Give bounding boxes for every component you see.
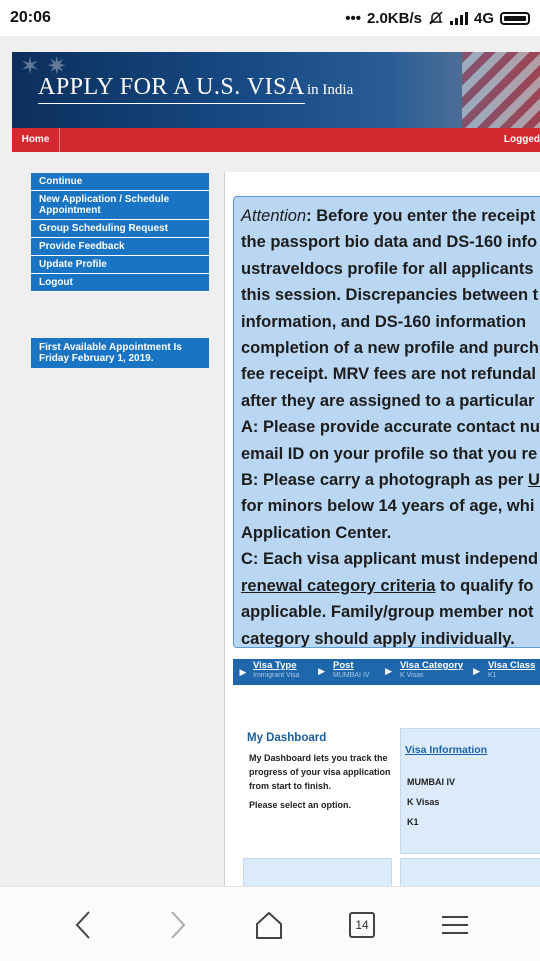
chevron-right-icon: ▶ [473,666,480,676]
chevron-right-icon: ▶ [385,666,392,676]
attention-line: ustraveldocs profile for all applicants [241,259,534,278]
visa-steps-bar [233,659,540,685]
first-appointment-notice: First Available Appointment Is Friday February 1, 2019. [31,338,209,368]
dashboard-description: My Dashboard lets you track the progress of your visa application from start to finish. [249,753,391,791]
tab-count: 14 [349,912,375,938]
renewal-criteria-link[interactable]: renewal category criteria [241,576,436,595]
chevron-right-icon: ▶ [239,667,247,677]
step-visa-category[interactable]: Visa Category K Visas ▶ [400,660,480,679]
flag-graphic [462,52,540,128]
step-visa-class[interactable]: Visa Class K1 [488,660,536,679]
logged-status[interactable]: Logged [503,134,540,145]
home-button[interactable] [251,907,287,943]
home-icon [254,910,284,940]
visa-info-class: K1 [407,817,419,827]
dashboard-title: My Dashboard [247,732,327,744]
menu-icon [442,910,468,940]
site-title[interactable]: APPLY FOR A U.S. VISA [38,74,305,104]
site-banner [12,52,540,128]
sidebar-item-new-application[interactable]: New Application / Schedule Appointment [31,191,209,220]
attention-line: applicable. Family/group member not [241,603,534,622]
site-subtitle: in India [307,82,354,98]
attention-line: email ID on your profile so that you re [241,444,538,463]
attention-line: B: Please carry a photograph as per U [241,471,540,490]
visa-information-panel [400,728,540,854]
back-button[interactable] [66,907,102,943]
status-icons [345,10,530,27]
forward-button[interactable] [159,907,195,943]
tabs-button[interactable] [344,907,380,943]
attention-line: this session. Discrepancies between t [241,286,539,305]
attention-line: Application Center. [241,523,392,542]
attention-line: A: Please provide accurate contact nu [241,418,540,437]
status-dots: ••• [345,9,361,27]
attention-line: C: Each visa applicant must independ [241,550,539,569]
sidebar-item-logout[interactable]: Logout [31,274,209,292]
mute-icon [428,10,444,26]
attention-line: the passport bio data and DS-160 info [241,233,538,252]
step-post[interactable]: Post MUMBAI IV ▶ [333,660,392,679]
battery-icon [500,12,530,25]
attention-line: Attention: Before you enter the receipt [241,207,536,225]
signal-icon [450,11,468,25]
web-page [0,36,540,886]
attention-line: for minors below 14 years of age, whi [241,497,535,516]
status-time: 20:06 [10,9,51,26]
browser-nav-bar [0,886,540,961]
sidebar-item-group-scheduling[interactable]: Group Scheduling Request [31,220,209,238]
network-speed: 2.0KB/s [366,9,422,27]
attention-line: after they are assigned to a particular [241,391,535,410]
chevron-left-icon [74,910,94,940]
attention-line: category should apply individually. [241,629,515,648]
attention-line: completion of a new profile and purch [241,339,539,358]
status-bar [0,0,540,36]
step-visa-type[interactable]: Visa Type Immigrant Visa ▶ [253,660,325,679]
photo-spec-link[interactable]: U [528,471,540,490]
visa-info-post: MUMBAI IV [407,777,455,787]
top-nav-bar [12,128,540,152]
dashboard-select-prompt: Please select an option. [249,800,352,810]
attention-line: renewal category criteria to qualify fo [241,576,534,595]
fireworks-graphic: ✶ ✷ [20,53,67,80]
attention-label: Attention [241,207,307,225]
chevron-right-icon [167,910,187,940]
sidebar-item-update-profile[interactable]: Update Profile [31,256,209,274]
visa-info-category: K Visas [407,797,440,807]
sidebar-item-continue[interactable]: Continue [31,173,209,191]
dashboard-card[interactable] [400,858,540,886]
visa-information-link[interactable]: Visa Information [405,744,488,756]
dashboard-card[interactable] [243,858,392,886]
attention-line: information, and DS-160 information [241,312,527,331]
menu-button[interactable] [437,907,473,943]
chevron-right-icon: ▶ [318,666,325,676]
network-type: 4G [473,9,494,27]
sidebar-item-feedback[interactable]: Provide Feedback [31,238,209,256]
attention-line: fee receipt. MRV fees are not refundal [241,365,536,384]
home-link[interactable]: Home [12,128,60,152]
sidebar-menu [31,173,209,292]
attention-notice [233,196,540,648]
